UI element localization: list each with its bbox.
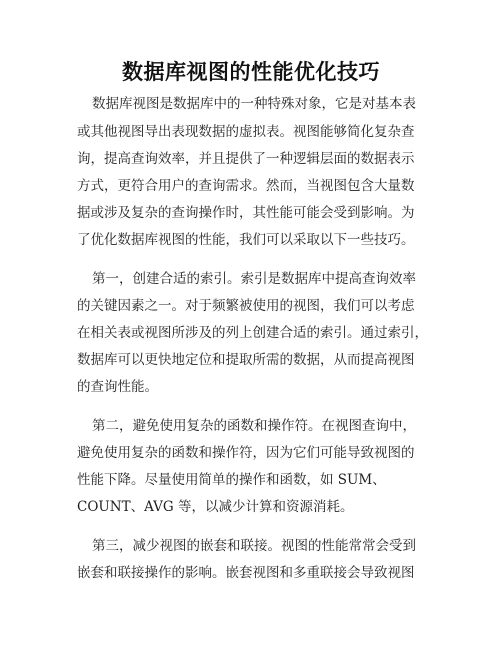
paragraph-1-line-4: 方式，更符合用户的查询需求。然而，当视图包含大量数 xyxy=(77,178,415,194)
document-title: 数据库视图的性能优化技巧 xyxy=(122,60,380,84)
paragraph-2-line-1: 第一，创建合适的索引。索引是数据库中提高查询效率 xyxy=(92,271,416,287)
paragraph-3-line-1: 第二，避免使用复杂的函数和操作符。在视图查询中， xyxy=(92,418,416,434)
paragraph-1-line-6: 了优化数据库视图的性能，我们可以采取以下一些技巧。 xyxy=(77,232,415,248)
paragraph-3-line-4: COUNT、AVG 等，以减少计算和资源消耗。 xyxy=(77,499,354,515)
paragraph-1-line-1: 数据库视图是数据库中的一种特殊对象，它是对基本表 xyxy=(92,96,416,112)
paragraph-4-line-1: 第三，减少视图的嵌套和联接。视图的性能常常会受到 xyxy=(92,538,416,554)
paragraph-3-line-3: 性能下降。尽量使用简单的操作和函数，如 SUM、 xyxy=(77,472,386,488)
paragraph-4-line-2: 嵌套和联接操作的影响。嵌套视图和多重联接会导致视图 xyxy=(77,565,415,581)
paragraph-1-line-3: 询，提高查询效率，并且提供了一种逻辑层面的数据表示 xyxy=(77,151,415,167)
paragraph-1-line-5: 据或涉及复杂的查询操作时，其性能可能会受到影响。为 xyxy=(77,205,415,221)
paragraph-2-line-2: 的关键因素之一。对于频繁被使用的视图，我们可以考虑 xyxy=(77,298,415,314)
paragraph-1-line-2: 或其他视图导出表现数据的虚拟表。视图能够简化复杂查 xyxy=(77,124,415,140)
paragraph-2-line-3: 在相关表或视图所涉及的列上创建合适的索引。通过索引， xyxy=(77,325,428,341)
paragraph-2-line-5: 的查询性能。 xyxy=(77,379,158,395)
paragraph-3-line-2: 避免使用复杂的函数和操作符，因为它们可能导致视图的 xyxy=(77,445,415,461)
paragraph-2-line-4: 数据库可以更快地定位和提取所需的数据，从而提高视图 xyxy=(77,352,415,368)
